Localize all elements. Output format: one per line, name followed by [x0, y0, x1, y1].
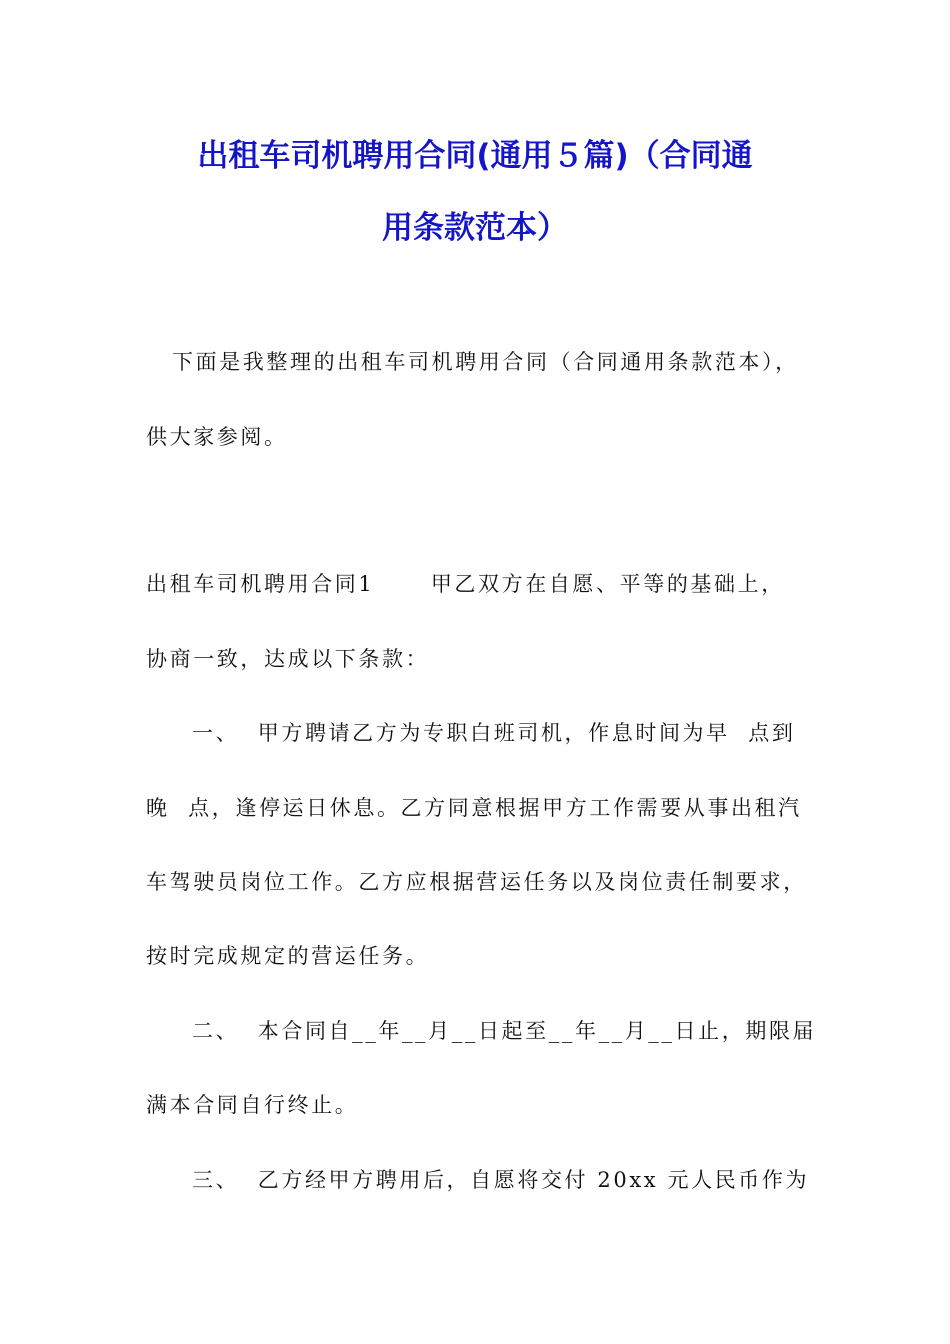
clause-1-line-1: 一、 甲方聘请乙方为专职白班司机，作息时间为早 点到	[192, 721, 796, 745]
clause-1-line-2: 晚 点，逢停运日休息。乙方同意根据甲方工作需要从事出租汽	[146, 796, 802, 820]
clause-2-line-1: 二、 本合同自__年__月__日起至__年__月__日止，期限届	[192, 1019, 817, 1043]
clause-2-line-2: 满本合同自行终止。	[146, 1093, 359, 1117]
intro-line-1: 下面是我整理的出租车司机聘用合同（合同通用条款范本），	[172, 350, 799, 374]
paragraph-line: 协商一致，达成以下条款：	[146, 647, 430, 671]
contract-heading-line: 出租车司机聘用合同1 甲乙双方在自愿、平等的基础上，	[146, 572, 785, 596]
clause-3-line-1: 三、 乙方经甲方聘用后，自愿将交付 20xx 元人民币作为	[192, 1168, 810, 1192]
clause-1-line-4: 按时完成规定的营运任务。	[146, 944, 430, 968]
document-title-line-2: 用条款范本）	[382, 210, 568, 246]
document-title-line-1: 出租车司机聘用合同(通用５篇)（合同通	[197, 138, 753, 174]
intro-line-2: 供大家参阅。	[146, 425, 288, 449]
clause-1-line-3: 车驾驶员岗位工作。乙方应根据营运任务以及岗位责任制要求，	[146, 870, 807, 894]
